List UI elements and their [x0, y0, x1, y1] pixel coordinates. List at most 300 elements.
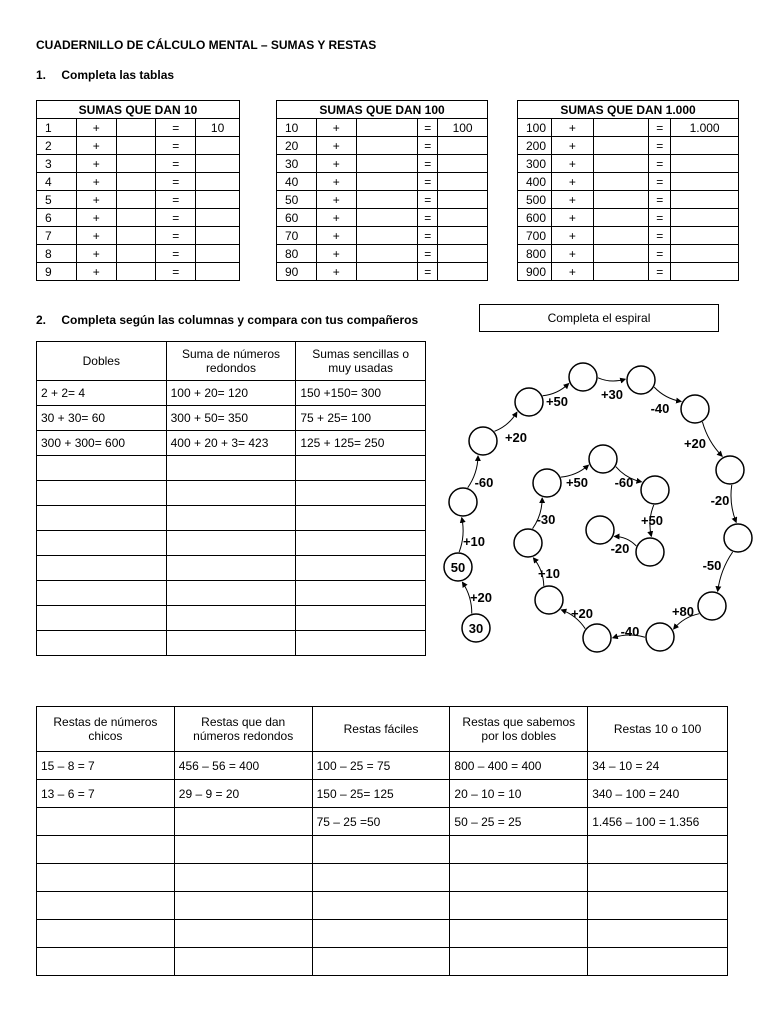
section-1-label: Completa las tablas: [61, 68, 175, 82]
equals-sign: =: [156, 119, 196, 137]
table-cell[interactable]: [37, 531, 167, 556]
spiral-circle[interactable]: [681, 395, 709, 423]
sum-result[interactable]: [438, 263, 488, 281]
sum-addend: 600: [518, 209, 552, 227]
equals-sign: =: [649, 245, 671, 263]
plus-sign: +: [551, 119, 593, 137]
table-cell[interactable]: [166, 456, 296, 481]
equals-sign: =: [156, 155, 196, 173]
plus-sign: +: [76, 209, 116, 227]
spiral-circle[interactable]: [698, 592, 726, 620]
table-cell[interactable]: [312, 920, 450, 948]
plus-sign: +: [551, 173, 593, 191]
blank-cell[interactable]: [356, 119, 418, 137]
equals-sign: =: [649, 209, 671, 227]
restas-table: [36, 706, 728, 976]
equals-sign: =: [418, 263, 438, 281]
table-cell[interactable]: [312, 948, 450, 976]
table-cell[interactable]: [166, 606, 296, 631]
table-row: [37, 406, 426, 431]
sum-result[interactable]: [196, 137, 240, 155]
table-row: [37, 780, 728, 808]
table-cell[interactable]: [37, 481, 167, 506]
table-cell[interactable]: [166, 581, 296, 606]
section-1-heading: [36, 68, 174, 82]
table-cell[interactable]: [312, 892, 450, 920]
sum-result[interactable]: [196, 191, 240, 209]
spiral-operation-label: -50: [702, 558, 722, 573]
sum-addend: 3: [37, 155, 77, 173]
sum-table-100: [276, 100, 488, 281]
sums-columns-table: [36, 341, 426, 656]
equals-sign: =: [156, 209, 196, 227]
sum-addend: 700: [518, 227, 552, 245]
equals-sign: =: [649, 155, 671, 173]
table-row: [37, 864, 728, 892]
table-cell: 13 – 6 = 7: [37, 780, 175, 808]
table-cell[interactable]: [296, 606, 426, 631]
plus-sign: +: [76, 137, 116, 155]
equals-sign: =: [418, 173, 438, 191]
spiral-circle[interactable]: [535, 586, 563, 614]
table-cell[interactable]: [37, 581, 167, 606]
sum-table-header: SUMAS QUE DAN 1.000: [518, 101, 739, 119]
spiral-circle[interactable]: [569, 363, 597, 391]
plus-sign: +: [551, 245, 593, 263]
spiral-operation-label: +20: [504, 430, 528, 445]
spiral-operation-label: +20: [683, 436, 707, 451]
blank-cell[interactable]: [116, 209, 156, 227]
sum-addend: 300: [518, 155, 552, 173]
table-cell[interactable]: [37, 456, 167, 481]
table-row: [37, 948, 728, 976]
spiral-circle[interactable]: [646, 623, 674, 651]
sum-addend: 1: [37, 119, 77, 137]
sum-row: [518, 155, 739, 173]
sum-row: [37, 209, 240, 227]
plus-sign: +: [551, 137, 593, 155]
table-row: [37, 456, 426, 481]
spiral-operation-label: -60: [474, 475, 494, 490]
table-cell[interactable]: [450, 864, 588, 892]
section-2-label: Completa según las columnas y compara con tus compañeros: [61, 313, 419, 327]
blank-cell[interactable]: [593, 245, 649, 263]
spiral-operation-label: +20: [469, 590, 493, 605]
equals-sign: =: [156, 263, 196, 281]
spiral-circle[interactable]: [514, 529, 542, 557]
spiral-arrow: [494, 412, 516, 431]
plus-sign: +: [76, 155, 116, 173]
table-cell[interactable]: [37, 864, 175, 892]
equals-sign: =: [418, 155, 438, 173]
sum-addend: 6: [37, 209, 77, 227]
blank-cell[interactable]: [116, 263, 156, 281]
sum-row: [277, 209, 488, 227]
table-row: [37, 631, 426, 656]
sum-row: [518, 119, 739, 137]
sum-addend: 60: [277, 209, 317, 227]
sum-row: [37, 173, 240, 191]
sum-addend: 2: [37, 137, 77, 155]
spiral-circle[interactable]: [515, 388, 543, 416]
plus-sign: +: [316, 245, 356, 263]
sum-result[interactable]: [438, 191, 488, 209]
table-cell[interactable]: [296, 631, 426, 656]
blank-cell[interactable]: [116, 191, 156, 209]
sum-addend: 10: [277, 119, 317, 137]
spiral-instruction-box: Completa el espiral: [479, 304, 719, 332]
equals-sign: =: [418, 245, 438, 263]
blank-cell[interactable]: [356, 173, 418, 191]
sum-addend: 80: [277, 245, 317, 263]
section-2-number: 2.: [36, 313, 47, 327]
equals-sign: =: [649, 227, 671, 245]
sum-addend: 50: [277, 191, 317, 209]
table-cell: 50 – 25 = 25: [450, 808, 588, 836]
spiral-circle[interactable]: [586, 516, 614, 544]
sum-result[interactable]: [671, 227, 739, 245]
spiral-circle[interactable]: [636, 538, 664, 566]
blank-cell[interactable]: [116, 155, 156, 173]
sum-result[interactable]: [196, 155, 240, 173]
blank-cell[interactable]: [356, 209, 418, 227]
sum-result[interactable]: [196, 173, 240, 191]
spiral-circle[interactable]: [583, 624, 611, 652]
sum-addend: 200: [518, 137, 552, 155]
sum-result[interactable]: [438, 173, 488, 191]
spiral-operation-label: +10: [537, 566, 561, 581]
sum-result[interactable]: [196, 245, 240, 263]
table-cell[interactable]: [450, 892, 588, 920]
table-cell[interactable]: [296, 481, 426, 506]
table-cell[interactable]: [312, 836, 450, 864]
plus-sign: +: [316, 173, 356, 191]
plus-sign: +: [76, 263, 116, 281]
table-row: [37, 920, 728, 948]
table-row: [37, 481, 426, 506]
table-cell: 75 + 25= 100: [296, 406, 426, 431]
blank-cell[interactable]: [593, 155, 649, 173]
table-cell[interactable]: [166, 556, 296, 581]
table-cell[interactable]: [450, 836, 588, 864]
sum-row: [277, 227, 488, 245]
blank-cell[interactable]: [593, 227, 649, 245]
table-row: [37, 431, 426, 456]
table-cell: 300 + 300= 600: [37, 431, 167, 456]
sum-addend: 400: [518, 173, 552, 191]
sum-result[interactable]: [671, 191, 739, 209]
table-cell[interactable]: [450, 948, 588, 976]
blank-cell[interactable]: [593, 191, 649, 209]
table-cell[interactable]: [588, 892, 728, 920]
equals-sign: =: [418, 227, 438, 245]
column-header-redondos: Suma de números redondos: [166, 342, 296, 381]
equals-sign: =: [156, 227, 196, 245]
plus-sign: +: [76, 119, 116, 137]
spiral-labels: [463, 387, 729, 639]
table-row: [37, 581, 426, 606]
spiral-diagram: [440, 345, 760, 665]
sum-addend: 900: [518, 263, 552, 281]
sum-addend: 40: [277, 173, 317, 191]
plus-sign: +: [551, 263, 593, 281]
plus-sign: +: [316, 155, 356, 173]
sum-table-header: SUMAS QUE DAN 10: [37, 101, 240, 119]
table-cell[interactable]: [166, 506, 296, 531]
table-row: [37, 606, 426, 631]
column-header-dobles: Dobles: [37, 342, 167, 381]
sum-row: [277, 137, 488, 155]
table-cell[interactable]: [588, 836, 728, 864]
plus-sign: +: [316, 227, 356, 245]
equals-sign: =: [649, 119, 671, 137]
sum-addend: 9: [37, 263, 77, 281]
plus-sign: +: [551, 155, 593, 173]
sum-result[interactable]: [671, 245, 739, 263]
sum-row: [277, 263, 488, 281]
spiral-circle[interactable]: [716, 456, 744, 484]
table-cell: 150 +150= 300: [296, 381, 426, 406]
table-cell[interactable]: [296, 531, 426, 556]
spiral-operation-label: +80: [671, 604, 695, 619]
spiral-arrow: [731, 485, 736, 522]
plus-sign: +: [551, 227, 593, 245]
sum-result[interactable]: [438, 227, 488, 245]
table-cell[interactable]: [37, 606, 167, 631]
table-cell[interactable]: [37, 506, 167, 531]
table-cell[interactable]: [174, 836, 312, 864]
table-cell[interactable]: [588, 920, 728, 948]
table-cell: 20 – 10 = 10: [450, 780, 588, 808]
table-cell[interactable]: [296, 456, 426, 481]
spiral-circles: [444, 363, 752, 652]
table-row: [37, 836, 728, 864]
sum-row: [518, 227, 739, 245]
plus-sign: +: [316, 119, 356, 137]
table-cell[interactable]: [37, 808, 175, 836]
sum-result[interactable]: [438, 155, 488, 173]
table-cell[interactable]: [37, 631, 167, 656]
plus-sign: +: [76, 173, 116, 191]
sum-row: [518, 209, 739, 227]
table-cell[interactable]: [296, 581, 426, 606]
plus-sign: +: [316, 191, 356, 209]
spiral-start-value: 30: [468, 621, 484, 636]
table-cell[interactable]: [37, 836, 175, 864]
sum-result: 1.000: [671, 119, 739, 137]
table-cell[interactable]: [166, 631, 296, 656]
page-title: CUADERNILLO DE CÁLCULO MENTAL – SUMAS Y RESTAS: [36, 38, 377, 52]
equals-sign: =: [156, 245, 196, 263]
sum-row: [277, 119, 488, 137]
table-cell: 30 + 30= 60: [37, 406, 167, 431]
table-cell: 15 – 8 = 7: [37, 752, 175, 780]
sum-addend: 90: [277, 263, 317, 281]
table-cell[interactable]: [450, 920, 588, 948]
sum-row: [277, 155, 488, 173]
plus-sign: +: [551, 209, 593, 227]
table-cell: 34 – 10 = 24: [588, 752, 728, 780]
blank-cell[interactable]: [356, 137, 418, 155]
column-header-restas-10-100: Restas 10 o 100: [588, 707, 728, 752]
equals-sign: =: [418, 137, 438, 155]
table-cell[interactable]: [166, 531, 296, 556]
table-cell: 100 – 25 = 75: [312, 752, 450, 780]
table-row: [37, 556, 426, 581]
table-cell: 800 – 400 = 400: [450, 752, 588, 780]
table-cell[interactable]: [166, 481, 296, 506]
table-cell: 400 + 20 + 3= 423: [166, 431, 296, 456]
sum-row: [518, 137, 739, 155]
sum-result[interactable]: [196, 227, 240, 245]
blank-cell[interactable]: [356, 263, 418, 281]
spiral-start-value: 50: [450, 560, 466, 575]
spiral-operation-label: -40: [620, 624, 640, 639]
table-cell: 29 – 9 = 20: [174, 780, 312, 808]
table-cell[interactable]: [174, 892, 312, 920]
spiral-operation-label: +50: [565, 475, 589, 490]
sum-result[interactable]: [438, 245, 488, 263]
sum-addend: 5: [37, 191, 77, 209]
blank-cell[interactable]: [116, 119, 156, 137]
sum-addend: 800: [518, 245, 552, 263]
sum-table-1000: [517, 100, 739, 281]
sum-result: 100: [438, 119, 488, 137]
sum-addend: 30: [277, 155, 317, 173]
plus-sign: +: [316, 137, 356, 155]
plus-sign: +: [316, 263, 356, 281]
sum-row: [277, 191, 488, 209]
table-cell[interactable]: [37, 920, 175, 948]
table-row: [37, 752, 728, 780]
blank-cell[interactable]: [116, 137, 156, 155]
column-header-restas-dobles: Restas que sabemos por los dobles: [450, 707, 588, 752]
sum-table-header: SUMAS QUE DAN 100: [277, 101, 488, 119]
blank-cell[interactable]: [116, 245, 156, 263]
spiral-operation-label: -30: [536, 512, 556, 527]
table-cell[interactable]: [174, 920, 312, 948]
equals-sign: =: [156, 191, 196, 209]
plus-sign: +: [76, 191, 116, 209]
table-cell[interactable]: [588, 948, 728, 976]
sum-row: [37, 137, 240, 155]
sum-row: [37, 263, 240, 281]
blank-cell[interactable]: [593, 209, 649, 227]
sum-result[interactable]: [671, 137, 739, 155]
column-header-restas-chicos: Restas de números chicos: [37, 707, 175, 752]
sum-result[interactable]: [196, 209, 240, 227]
plus-sign: +: [76, 245, 116, 263]
column-header-restas-faciles: Restas fáciles: [312, 707, 450, 752]
table-cell[interactable]: [588, 864, 728, 892]
table-cell[interactable]: [174, 864, 312, 892]
table-cell: 456 – 56 = 400: [174, 752, 312, 780]
blank-cell[interactable]: [593, 137, 649, 155]
sum-row: [277, 245, 488, 263]
sum-result[interactable]: [671, 173, 739, 191]
sum-result[interactable]: [438, 137, 488, 155]
table-cell: 100 + 20= 120: [166, 381, 296, 406]
table-cell: 340 – 100 = 240: [588, 780, 728, 808]
spiral-circle[interactable]: [589, 445, 617, 473]
sum-result[interactable]: [438, 209, 488, 227]
spiral-operation-label: +50: [545, 394, 569, 409]
table-cell: 2 + 2= 4: [37, 381, 167, 406]
sum-row: [518, 245, 739, 263]
table-cell[interactable]: [37, 948, 175, 976]
spiral-circle[interactable]: [641, 476, 669, 504]
sum-row: [518, 263, 739, 281]
spiral-circle[interactable]: [627, 366, 655, 394]
equals-sign: =: [649, 191, 671, 209]
sum-row: [518, 191, 739, 209]
blank-cell[interactable]: [593, 119, 649, 137]
sum-addend: 7: [37, 227, 77, 245]
equals-sign: =: [418, 209, 438, 227]
blank-cell[interactable]: [116, 227, 156, 245]
table-row: [37, 808, 728, 836]
table-row: [37, 531, 426, 556]
column-header-sencillas: Sumas sencillas o muy usadas: [296, 342, 426, 381]
column-header-restas-redondos: Restas que dan números redondos: [174, 707, 312, 752]
sum-row: [37, 245, 240, 263]
sum-addend: 8: [37, 245, 77, 263]
blank-cell[interactable]: [356, 155, 418, 173]
sum-row: [37, 191, 240, 209]
blank-cell[interactable]: [593, 263, 649, 281]
section-1-number: 1.: [36, 68, 47, 82]
table-row: [37, 506, 426, 531]
spiral-operation-label: +30: [600, 387, 624, 402]
table-cell[interactable]: [37, 892, 175, 920]
blank-cell[interactable]: [356, 245, 418, 263]
section-2-heading: [36, 313, 418, 327]
blank-cell[interactable]: [593, 173, 649, 191]
equals-sign: =: [649, 173, 671, 191]
table-cell: 1.456 – 100 = 1.356: [588, 808, 728, 836]
spiral-circle[interactable]: [469, 427, 497, 455]
plus-sign: +: [76, 227, 116, 245]
spiral-circle[interactable]: [449, 488, 477, 516]
table-cell[interactable]: [37, 556, 167, 581]
blank-cell[interactable]: [116, 173, 156, 191]
table-cell[interactable]: [312, 864, 450, 892]
table-cell[interactable]: [174, 808, 312, 836]
equals-sign: =: [649, 137, 671, 155]
blank-cell[interactable]: [356, 191, 418, 209]
spiral-operation-label: -20: [710, 493, 730, 508]
sum-result[interactable]: [196, 263, 240, 281]
spiral-operation-label: +10: [462, 534, 486, 549]
table-cell[interactable]: [174, 948, 312, 976]
table-cell: 125 + 125= 250: [296, 431, 426, 456]
sum-addend: 4: [37, 173, 77, 191]
spiral-arrow: [654, 387, 681, 401]
spiral-circle[interactable]: [724, 524, 752, 552]
sum-row: [37, 155, 240, 173]
spiral-circle[interactable]: [533, 469, 561, 497]
table-cell[interactable]: [296, 556, 426, 581]
table-cell[interactable]: [296, 506, 426, 531]
sum-result[interactable]: [671, 209, 739, 227]
sum-result: 10: [196, 119, 240, 137]
spiral-operation-label: -40: [650, 401, 670, 416]
sum-result[interactable]: [671, 263, 739, 281]
sum-result[interactable]: [671, 155, 739, 173]
table-cell: 150 – 25= 125: [312, 780, 450, 808]
blank-cell[interactable]: [356, 227, 418, 245]
sum-addend: 500: [518, 191, 552, 209]
